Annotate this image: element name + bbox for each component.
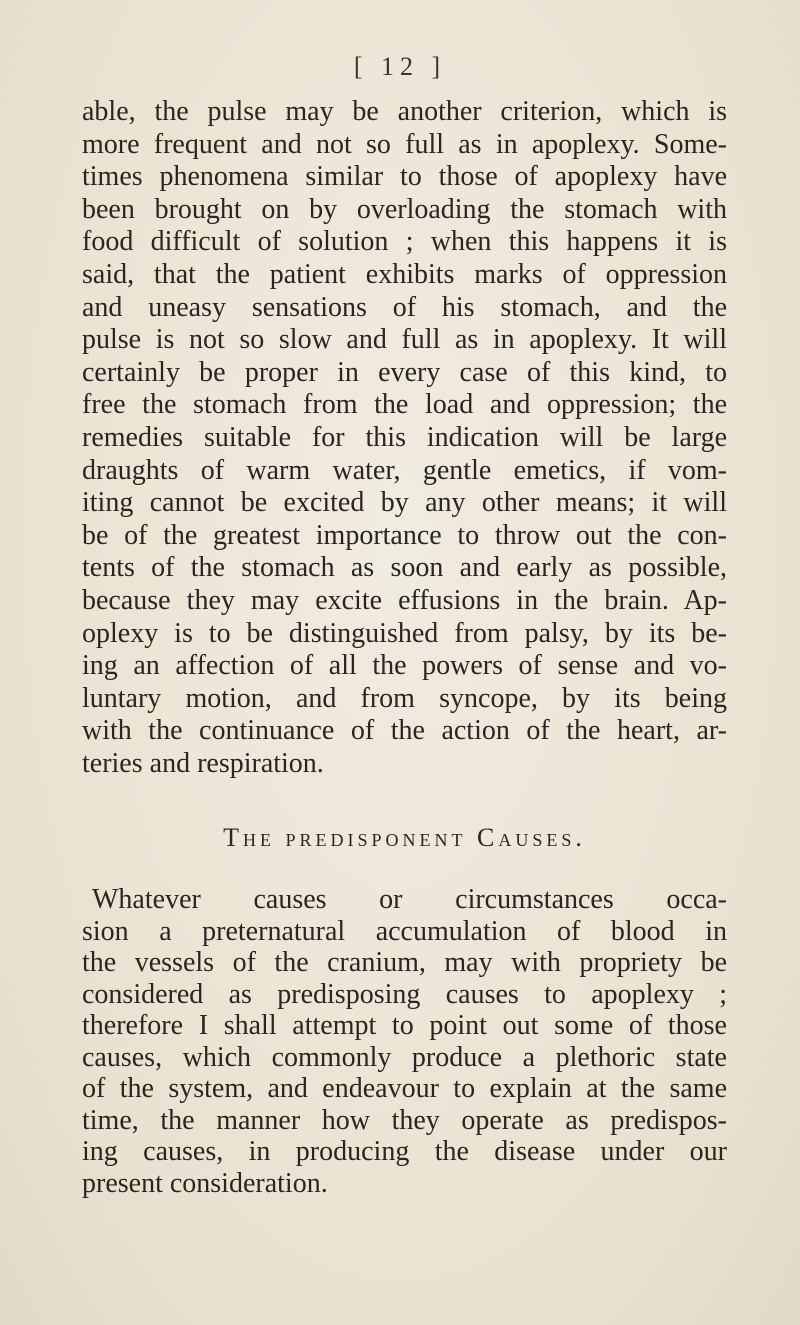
text-line: considered as predisposing causes to apoplexy ;	[82, 978, 727, 1010]
text-line: time, the manner how they operate as predispos-	[82, 1104, 727, 1136]
page-body	[82, 96, 727, 1199]
text-line: with the continuance of the action of the heart, ar-	[82, 715, 727, 747]
text-line: sion a preternatural accumulation of blood in	[82, 915, 727, 947]
text-line: pulse is not so slow and full as in apoplexy. It will	[82, 324, 727, 356]
text-line: present consideration.	[82, 1167, 328, 1199]
text-line: be of the greatest importance to throw out the con-	[82, 519, 727, 551]
text-line: remedies suitable for this indication will be large	[82, 421, 727, 453]
text-line: certainly be proper in every case of this kind, to	[82, 356, 727, 388]
section-heading: The predisponent Causes.	[223, 823, 586, 853]
text-line: iting cannot be excited by any other means; it will	[82, 487, 727, 519]
paragraph-2	[82, 884, 727, 1199]
text-line: of the system, and endeavour to explain at the same	[82, 1073, 727, 1105]
text-line: more frequent and not so full as in apoplexy. Some-	[82, 128, 727, 160]
text-line: luntary motion, and from syncope, by its being	[82, 682, 727, 714]
text-line: said, that the patient exhibits marks of oppression	[82, 258, 727, 290]
text-line: able, the pulse may be another criterion, which is	[82, 96, 727, 127]
text-line: because they may excite effusions in the brain. Ap-	[82, 584, 727, 616]
text-line: draughts of warm water, gentle emetics, if vom-	[82, 454, 727, 486]
text-line: Whatever causes or circumstances occa-	[92, 884, 727, 916]
text-line: therefore I shall attempt to point out some of those	[82, 1010, 727, 1042]
text-line: the vessels of the cranium, may with propriety be	[82, 947, 727, 979]
text-line: causes, which commonly produce a plethoric state	[82, 1041, 727, 1073]
text-line: and uneasy sensations of his stomach, and the	[82, 291, 727, 323]
text-line: teries and respiration.	[82, 747, 324, 779]
text-line: ing an affection of all the powers of sense and vo-	[82, 650, 727, 682]
text-line: tents of the stomach as soon and early as possible,	[82, 552, 727, 584]
text-line: oplexy is to be distinguished from palsy, by its be-	[82, 617, 727, 649]
text-line: food difficult of solution ; when this happens it is	[82, 226, 727, 258]
text-line: ing causes, in producing the disease under our	[82, 1136, 727, 1168]
text-line: times phenomena similar to those of apoplexy have	[82, 161, 727, 193]
text-line: free the stomach from the load and oppression; the	[82, 389, 727, 421]
paragraph-1	[82, 96, 727, 780]
page-number-header: [ 12 ]	[353, 52, 447, 81]
text-line: been brought on by overloading the stomach with	[82, 193, 727, 225]
